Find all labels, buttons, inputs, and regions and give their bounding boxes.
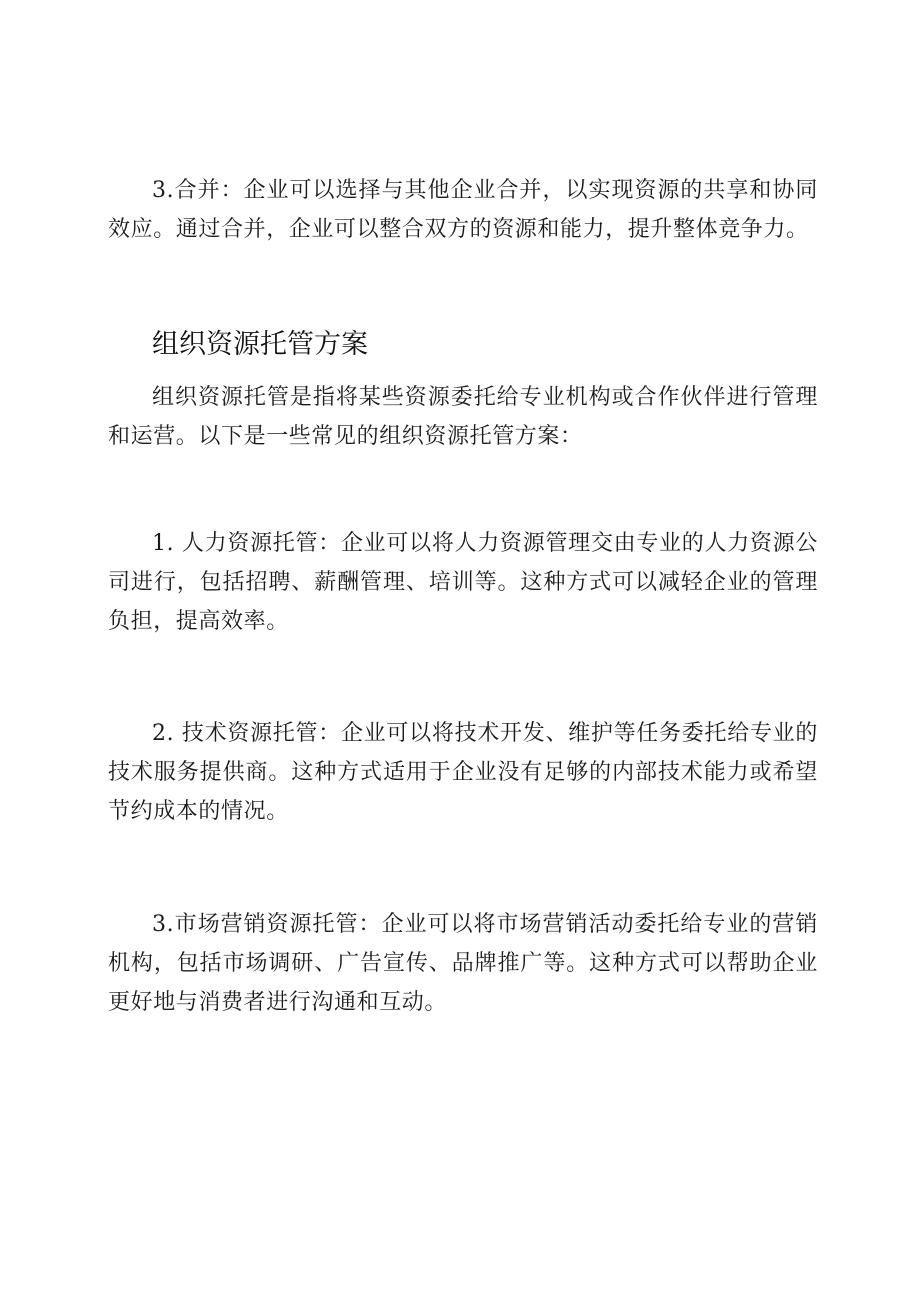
- section-heading: 组织资源托管方案: [152, 329, 368, 360]
- paragraph-hr-outsourcing: 1. 人力资源托管：企业可以将人力资源管理交由专业的人力资源公司进行，包括招聘、薪酬管理、培训等。这种方式可以减轻企业的管理负担，提高效率。: [108, 531, 818, 634]
- paragraph-merger: 3.合并：企业可以选择与其他企业合并，以实现资源的共享和协同效应。通过合并，企业可以整合双方的资源和能力，提升整体竞争力。: [108, 178, 818, 242]
- paragraph-tech-outsourcing: 2. 技术资源托管：企业可以将技术开发、维护等任务委托给专业的技术服务提供商。这种方式适用于企业没有足够的内部技术能力或希望节约成本的情况。: [108, 721, 818, 824]
- paragraph-marketing-outsourcing: 3.市场营销资源托管：企业可以将市场营销活动委托给专业的营销机构，包括市场调研、广告宣传、品牌推广等。这种方式可以帮助企业更好地与消费者进行沟通和互动。: [108, 912, 818, 1015]
- paragraph-intro: 组织资源托管是指将某些资源委托给专业机构或合作伙伴进行管理和运营。以下是一些常见的组织资源托管方案：: [108, 385, 818, 449]
